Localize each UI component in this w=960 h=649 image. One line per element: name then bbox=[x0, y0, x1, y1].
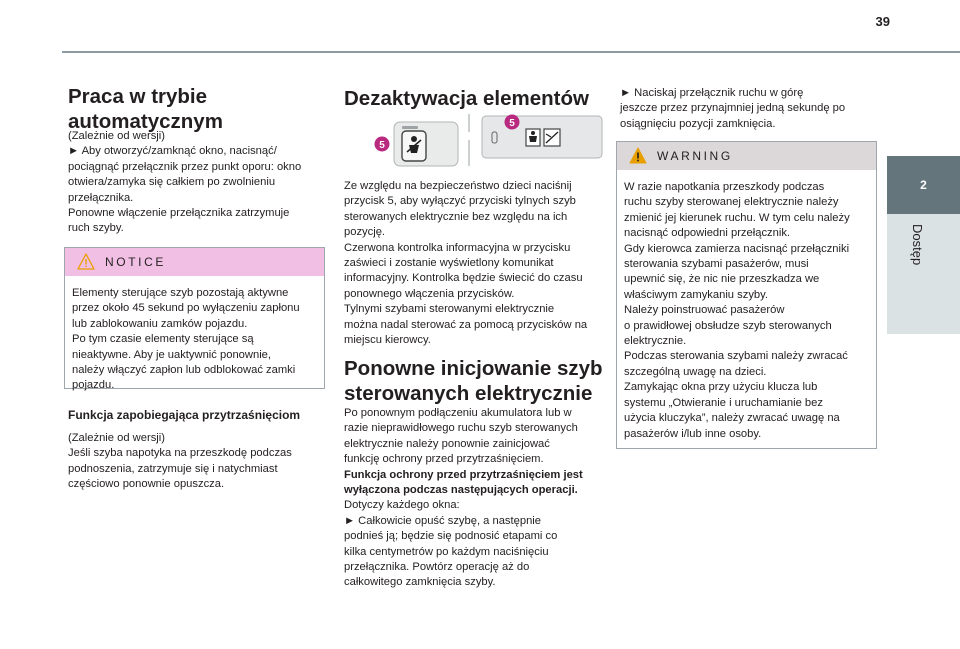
heading-line: Ponowne inicjowanie szyb bbox=[344, 357, 603, 380]
text-line: kilka centymetrów po każdym naciśnięciu bbox=[344, 545, 549, 558]
warning-triangle-icon bbox=[629, 147, 647, 164]
text-line: nacisnąć odpowiedni przełącznik. bbox=[624, 227, 791, 240]
text-line: Jeśli szyba napotyka na przeszkodę podczas bbox=[68, 447, 292, 460]
warning-triangle-icon bbox=[77, 253, 95, 270]
text-line: Dotyczy każdego okna: bbox=[344, 499, 460, 512]
text-line: częściowo ponownie opuszcza. bbox=[68, 478, 225, 491]
text-line: Ponowne włączenie przełącznika zatrzymuje bbox=[68, 207, 290, 220]
text-line: Po ponownym podłączeniu akumulatora lub w bbox=[344, 407, 572, 419]
text-line: lub zablokowaniu zamków pojazdu. bbox=[72, 317, 248, 330]
text-line: ponownego włączenia przycisków. bbox=[344, 287, 515, 300]
text-line: razie nieprawidłowego ruchu szyb sterowanych bbox=[344, 422, 578, 435]
text-line: elektrycznie. bbox=[624, 335, 687, 348]
text-line: W razie napotkania przeszkody podczas bbox=[624, 181, 825, 193]
text-line: pojazdu. bbox=[72, 379, 115, 392]
reinit-text bbox=[344, 406, 606, 591]
text-line: Ze względu na bezpieczeństwo dzieci naciśnij bbox=[344, 180, 572, 192]
chapter-tab[interactable]: 2 bbox=[887, 156, 960, 214]
text-line: podnoszenia, zatrzymuje się i natychmiast bbox=[68, 462, 278, 475]
text-line: sterowanych elektrycznie bez względu na ich bbox=[344, 210, 568, 223]
text-line: systemu „Otwieranie i uruchamianie bez bbox=[624, 396, 823, 409]
text-line: Gdy kierowca zamierza nacisnąć przełączniki bbox=[624, 242, 850, 255]
section-heading-reinit bbox=[344, 356, 614, 406]
text-line: właściwym zamykaniu szyby. bbox=[624, 288, 769, 301]
text-line: sterowania szybami pasażerów, musi bbox=[624, 258, 809, 271]
text-line: informacyjny. Kontrolka będzie świecić do czasu bbox=[344, 272, 583, 285]
text-line: podnieś ją; będzie się podnosić etapami co bbox=[344, 530, 558, 543]
text-line: ► Aby otworzyć/zamknąć okno, nacisnąć/ bbox=[68, 145, 277, 158]
text-line: szczególną uwagę na dzieci. bbox=[624, 365, 767, 378]
text-line: Należy poinstruować pasażerów bbox=[624, 304, 785, 317]
text-line: pozycję. bbox=[344, 226, 386, 239]
text-line: Czerwona kontrolka informacyjna w przycisku bbox=[344, 241, 571, 254]
text-line: (Zależnie od wersji) bbox=[68, 432, 165, 444]
anti-pinch-text bbox=[68, 431, 326, 493]
text-line: Elementy sterujące szyb pozostają aktywne bbox=[72, 287, 289, 299]
closing-instruction-text bbox=[620, 86, 882, 132]
notice-body bbox=[65, 276, 324, 394]
text-line-bold: wyłączona podczas następujących operacji. bbox=[344, 484, 578, 497]
text-line: należy włączyć zapłon lub odblokować zamki bbox=[72, 364, 296, 377]
notice-title: NOTICE bbox=[105, 255, 166, 269]
text-line: o prawidłowej obsłudze szyb sterowanych bbox=[624, 319, 832, 332]
text-line: Tylnymi szybami sterowanymi elektrycznie bbox=[344, 303, 555, 316]
text-line: pociągnąć przełącznik przez punkt oporu: okno bbox=[68, 160, 302, 173]
text-line: otwiera/zamyka się całkiem po zwolnieniu bbox=[68, 176, 276, 189]
text-line: Podczas sterowania szybami należy zwracać bbox=[624, 350, 848, 363]
text-line: osiągnięciu pozycji zamknięcia. bbox=[620, 117, 776, 130]
text-line: przełącznika. Powtórz operację aż do bbox=[344, 561, 530, 574]
child-lock-button-figure bbox=[374, 112, 614, 168]
section-heading-deactivation: Dezaktywacja elementów bbox=[344, 87, 589, 110]
chapter-label: Dostęp bbox=[910, 224, 925, 266]
warning-body bbox=[617, 170, 876, 442]
text-line: Zamykając okna przy użyciu klucza lub bbox=[624, 381, 818, 394]
text-line: funkcję ochrony przed przytrzaśnięciem. bbox=[344, 453, 544, 466]
callout-label: 5 bbox=[379, 140, 385, 151]
text-line: Po tym czasie elementy sterujące są bbox=[72, 333, 254, 346]
section-heading-auto: Praca w trybie automatycznym bbox=[68, 85, 223, 133]
auto-mode-text bbox=[68, 129, 326, 237]
text-line: nieaktywne. Aby je uaktywnić ponownie, bbox=[72, 348, 272, 361]
text-line: miejscu kierowcy. bbox=[344, 334, 431, 347]
text-line: ruchu szyby sterowanej elektrycznie należy bbox=[624, 196, 839, 209]
header-rule bbox=[62, 51, 960, 53]
text-line: jeszcze przez przynajmniej jedną sekundę po bbox=[620, 102, 846, 115]
text-line: przełącznika. bbox=[68, 191, 134, 204]
deactivation-text bbox=[344, 179, 606, 348]
text-line: przycisk 5, aby wyłączyć przyciski tylnych szyb bbox=[344, 195, 576, 208]
notice-header bbox=[65, 248, 324, 276]
page-number: 39 bbox=[875, 14, 890, 29]
text-line: zmienić jej kierunek ruchu. W tym celu należy bbox=[624, 211, 850, 224]
text-line: elektrycznie należy ponownie zainicjować bbox=[344, 437, 550, 450]
warning-title: WARNING bbox=[657, 149, 733, 163]
notice-box bbox=[64, 247, 325, 392]
text-line: ruch szyby. bbox=[68, 222, 124, 235]
text-line: pasażerów i/lub inne osoby. bbox=[624, 427, 762, 440]
text-line: zaświeci i zostanie wyświetlony komunikat bbox=[344, 257, 554, 270]
warning-header bbox=[617, 142, 876, 170]
text-line: całkowitego zamknięcia szyby. bbox=[344, 576, 496, 589]
text-line: ► Całkowicie opuść szybę, a następnie bbox=[344, 514, 542, 527]
text-line-bold: Funkcja ochrony przed przytrzaśnięciem jest bbox=[344, 468, 583, 481]
heading-line: sterowanych elektrycznie bbox=[344, 382, 593, 405]
text-line: przez około 45 sekund po wyłączeniu zapłonu bbox=[72, 302, 300, 315]
text-line: upewnić się, że nic nie przeszkadza we bbox=[624, 273, 820, 286]
text-line: użycia kluczyka”, należy zwracać uwagę na bbox=[624, 412, 840, 425]
text-line: można nadal sterować za pomocą przycisków na bbox=[344, 318, 588, 331]
callout-label: 5 bbox=[509, 118, 515, 129]
text-line: ► Naciskaj przełącznik ruchu w górę bbox=[620, 87, 804, 99]
subheading-anti-pinch: Funkcja zapobiegająca przytrzaśnięciom bbox=[68, 408, 301, 422]
warning-box bbox=[616, 141, 877, 449]
text-line: (Zależnie od wersji) bbox=[68, 130, 165, 142]
